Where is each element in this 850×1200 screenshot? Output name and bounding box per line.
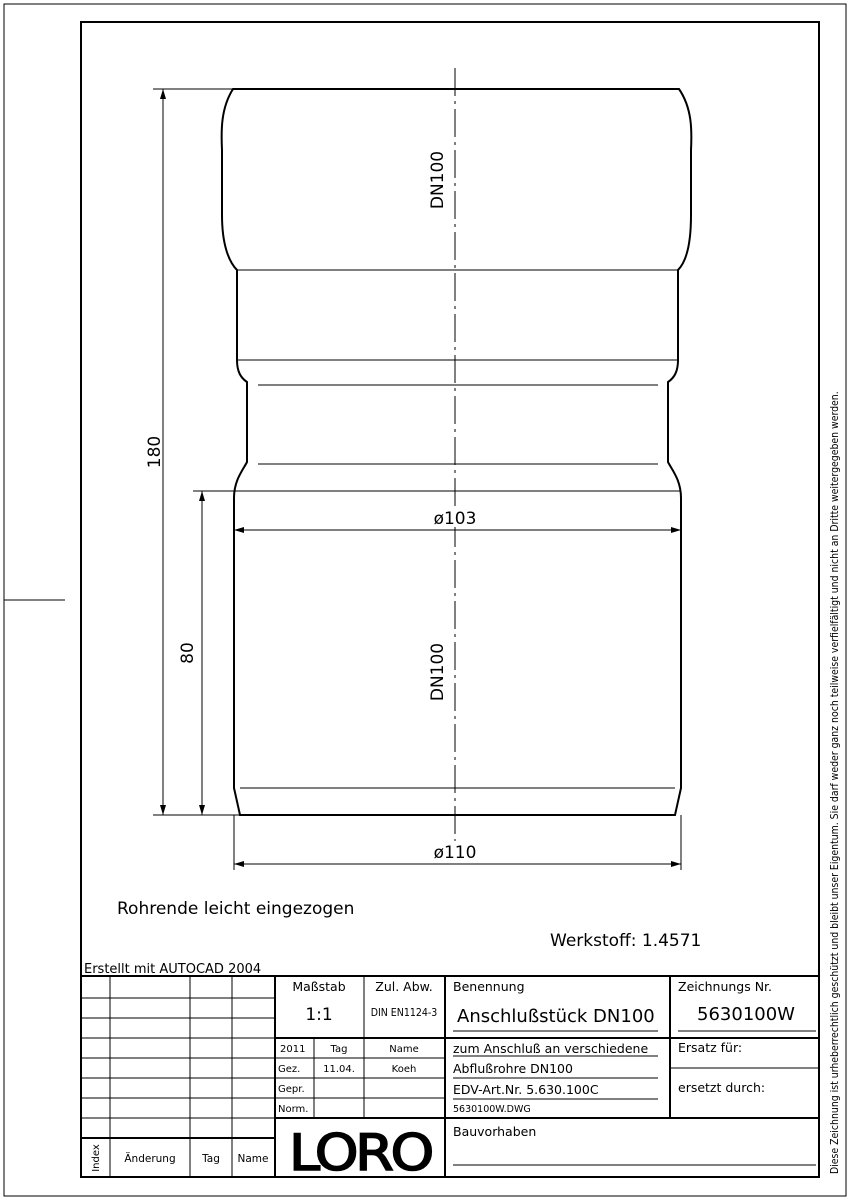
material-text: Werkstoff: 1.4571 xyxy=(550,931,702,951)
created-with-text: Erstellt mit AUTOCAD 2004 xyxy=(84,962,262,977)
zeichnungsnr-value: 5630100W xyxy=(697,1004,795,1025)
benennung-label: Benennung xyxy=(453,979,525,994)
dn-top-label: DN100 xyxy=(428,150,448,210)
rev-tag-label: Tag xyxy=(202,1153,220,1165)
index-label: Index xyxy=(91,1144,102,1172)
gez-name: Koeh xyxy=(391,1064,417,1075)
ersetzt-durch-label: ersetzt durch: xyxy=(678,1080,766,1095)
name-label: Name xyxy=(389,1044,419,1055)
dimension-d103-label: ø103 xyxy=(433,509,477,529)
dimension-180 xyxy=(153,89,240,815)
norm-label: Norm. xyxy=(278,1104,309,1115)
year-value: 2011 xyxy=(280,1044,306,1055)
desc-line2: Abflußrohre DN100 xyxy=(453,1061,573,1076)
dimension-80 xyxy=(193,491,234,815)
dimension-80-label: 80 xyxy=(178,642,198,664)
rev-name-label: Name xyxy=(237,1153,269,1165)
copyright-text: Diese Zeichnung ist urheberrechtlich geschützt und bleibt unser Eigentum. Sie darf weder ganz noch teilweise verfielfältigt und nicht an Dritte weitergegeben werden. xyxy=(829,391,841,1174)
fitting-outline xyxy=(222,89,692,815)
gez-label: Gez. xyxy=(278,1064,301,1075)
dn-bottom-label: DN100 xyxy=(428,642,448,702)
massstab-label: Maßstab xyxy=(292,979,346,994)
tag-label: Tag xyxy=(330,1044,348,1055)
dimension-180-label: 180 xyxy=(145,435,165,469)
gepr-label: Gepr. xyxy=(278,1084,305,1095)
benennung-value: Anschlußstück DN100 xyxy=(457,1006,655,1027)
aenderung-label: Änderung xyxy=(124,1153,176,1165)
zeichnungsnr-label: Zeichnungs Nr. xyxy=(678,979,773,994)
zul-abw-value: DIN EN1124-3 xyxy=(370,1007,438,1019)
dwg-file: 5630100W.DWG xyxy=(453,1104,531,1115)
dimension-d110-label: ø110 xyxy=(433,843,477,863)
note-text: Rohrende leicht eingezogen xyxy=(117,899,355,919)
loro-logo xyxy=(289,1124,432,1182)
internal-lines xyxy=(234,270,681,788)
bauvorhaben-label: Bauvorhaben xyxy=(453,1124,537,1139)
desc-line1: zum Anschluß an verschiedene xyxy=(453,1041,649,1056)
zul-abw-label: Zul. Abw. xyxy=(375,979,433,994)
svg-text:LORO: LORO xyxy=(289,1124,432,1182)
edv-art-nr: EDV-Art.Nr. 5.630.100C xyxy=(453,1082,599,1097)
massstab-value: 1:1 xyxy=(305,1005,333,1025)
ersatz-fuer-label: Ersatz für: xyxy=(678,1040,743,1055)
gez-date: 11.04. xyxy=(323,1064,355,1075)
